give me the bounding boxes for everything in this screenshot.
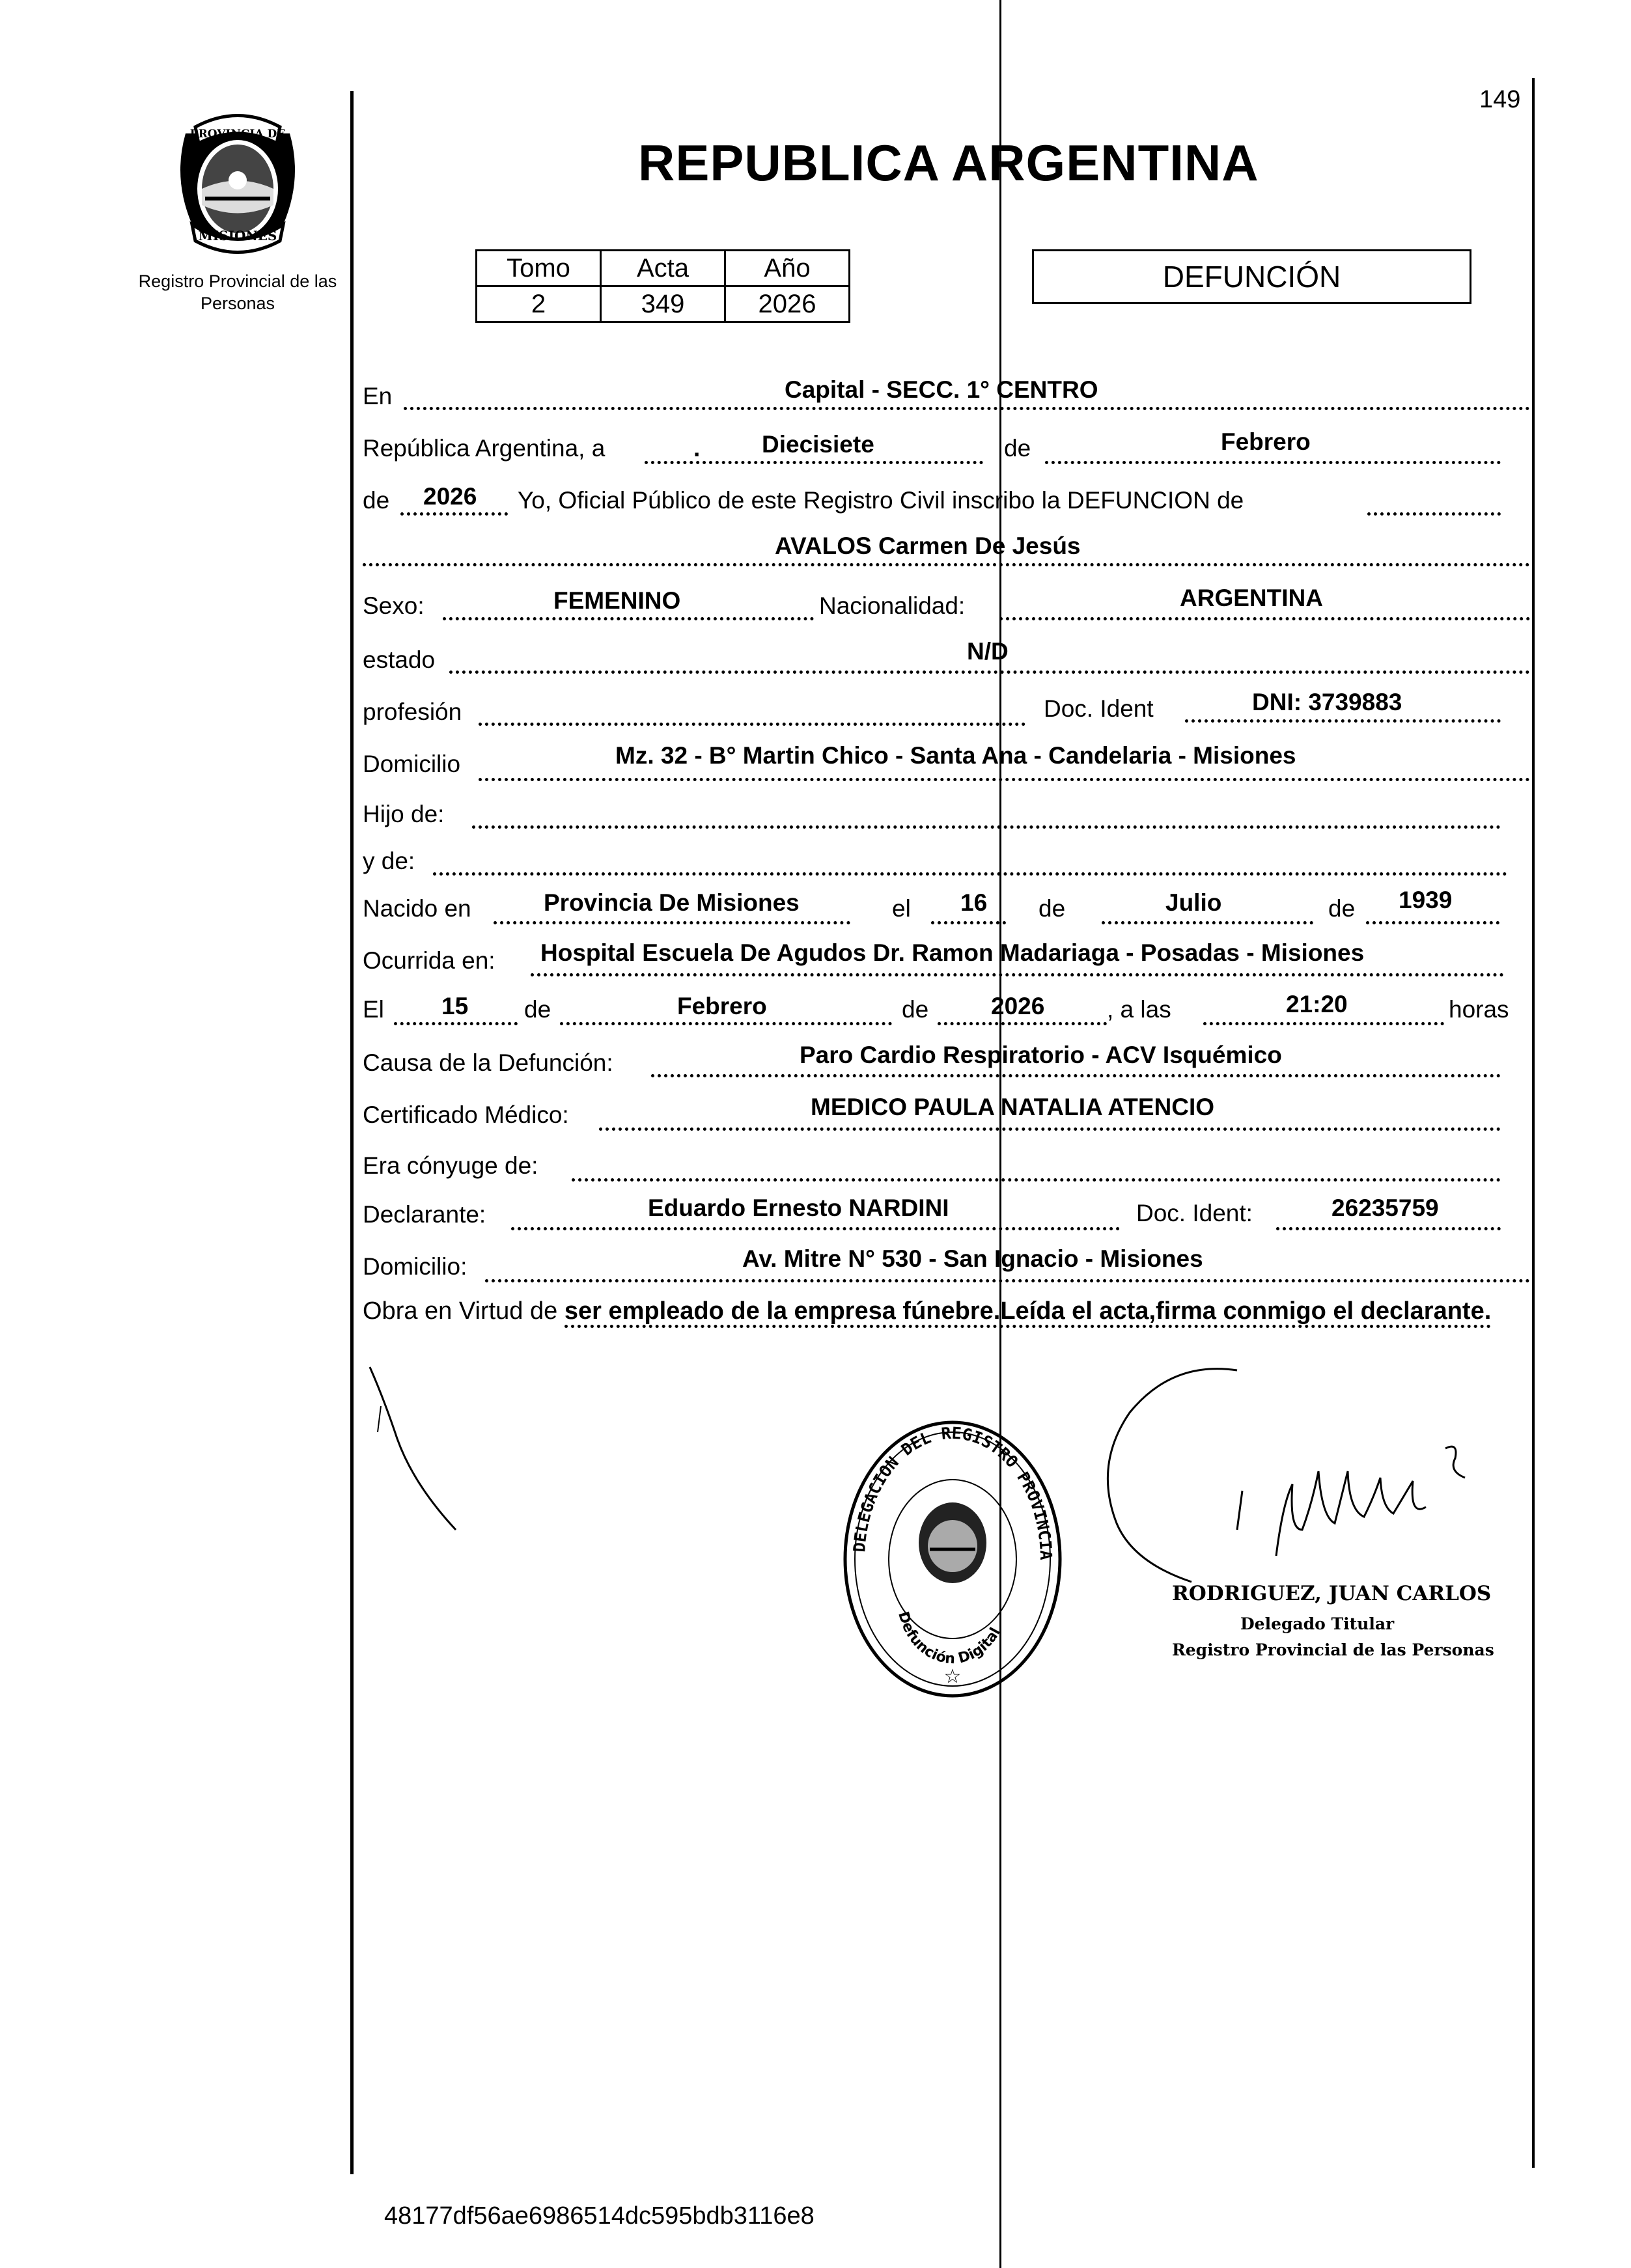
obra-value: ser empleado de la empresa fúnebre.Leída el acta,firma conmigo el declarante.: [565, 1297, 1491, 1328]
domicilio-label: Domicilio: [363, 751, 461, 777]
signatory-role: Delegado Titular: [1240, 1614, 1395, 1633]
anio-value: 2026: [725, 286, 850, 322]
doc-ident2-value: 26235759: [1331, 1195, 1439, 1221]
acta-header: Acta: [601, 251, 725, 286]
profesion-dotted-line: [479, 723, 1025, 726]
doc-ident-dotted-line: [1185, 719, 1501, 723]
domicilio-dotted-line: [479, 778, 1530, 781]
province-coat-of-arms-logo: [166, 107, 309, 257]
mes-dotted-line: [1045, 461, 1501, 464]
certificado-value: MEDICO PAULA NATALIA ATENCIO: [811, 1094, 1215, 1120]
hijo-dotted-line: [472, 825, 1501, 829]
estado-dotted-line: [449, 671, 1530, 674]
deceased-name: AVALOS Carmen De Jesús: [775, 532, 1081, 559]
tomo-header: Tomo: [477, 251, 601, 286]
estado-label: estado: [363, 646, 436, 673]
estado-value: N/D: [967, 638, 1009, 665]
nacido-label: Nacido en: [363, 895, 471, 922]
de-label-2: de: [363, 487, 390, 514]
def-anio-value: 2026: [991, 993, 1045, 1019]
dot-mark: .: [693, 435, 701, 462]
nac-anio-dotted-line: [1366, 921, 1499, 924]
anio-dotted-line: [400, 512, 508, 516]
el-cap-label: El: [363, 996, 384, 1023]
de-label-6: de: [902, 996, 929, 1023]
sexo-dotted-line: [443, 617, 814, 620]
obra-paragraph: [363, 1292, 1528, 1330]
official-stamp: [832, 1416, 1073, 1702]
center-fold-line: [999, 0, 1001, 2268]
republica-label: República Argentina, a: [363, 435, 606, 462]
handwritten-signature: [1068, 1367, 1491, 1588]
causa-dotted-line: [651, 1074, 1501, 1077]
nacido-dotted-line: [494, 921, 850, 924]
tomo-value: 2: [477, 286, 601, 322]
def-mes-value: Febrero: [677, 993, 767, 1019]
hora-value: 21:20: [1286, 991, 1348, 1017]
def-dia-value: 15: [441, 993, 469, 1019]
domicilio2-dotted-line: [485, 1279, 1530, 1282]
domicilio-value: Mz. 32 - B° Martin Chico - Santa Ana - Candelaria - Misiones: [615, 742, 1296, 769]
nac-mes-value: Julio: [1165, 889, 1222, 916]
inscribo-text: Yo, Oficial Público de este Registro Civil inscribo la DEFUNCION de: [518, 487, 1244, 514]
registry-label: Registro Provincial de las Personas: [138, 271, 337, 313]
signatory-name: RODRIGUEZ, JUAN CARLOS: [1172, 1582, 1492, 1605]
record-table-value-row: [477, 286, 850, 322]
svg-text:MISIONES: MISIONES: [198, 228, 277, 243]
declarante-dotted-line: [511, 1227, 1120, 1230]
record-type-box: [1032, 249, 1471, 304]
certificado-label: Certificado Médico:: [363, 1101, 569, 1128]
doc-ident-label: Doc. Ident: [1044, 695, 1154, 722]
de-label-1: de: [1004, 435, 1031, 462]
record-table: [475, 249, 850, 323]
acta-value: 349: [601, 286, 725, 322]
declarante-label: Declarante:: [363, 1201, 486, 1228]
nac-anio-value: 1939: [1399, 887, 1453, 913]
anio-value: 2026: [423, 483, 477, 510]
ocurrida-value: Hospital Escuela De Agudos Dr. Ramon Madariaga - Posadas - Misiones: [540, 939, 1365, 966]
en-value: Capital - SECC. 1° CENTRO: [785, 376, 1098, 403]
nacido-value: Provincia De Misiones: [544, 889, 800, 916]
inscribo-dotted-line: [1367, 512, 1501, 516]
certificado-dotted-line: [599, 1127, 1501, 1131]
yde-label: y de:: [363, 848, 415, 874]
nac-dia-value: 16: [960, 889, 988, 916]
ocurrida-dotted-line: [531, 973, 1504, 976]
svg-text:Defunción Digital: Defunción Digital: [895, 1609, 1004, 1668]
left-margin-line: [350, 91, 354, 2174]
record-type: DEFUNCIÓN: [1162, 260, 1341, 294]
doc-ident2-dotted-line: [1276, 1227, 1501, 1230]
def-mes-dotted-line: [560, 1022, 892, 1025]
nac-mes-dotted-line: [1102, 921, 1313, 924]
nombre-dotted-line: [363, 563, 1530, 566]
ocurrida-label: Ocurrida en:: [363, 947, 495, 974]
en-dotted-line: [404, 407, 1530, 410]
strike-stroke: [365, 1361, 469, 1536]
declarante-value: Eduardo Ernesto NARDINI: [648, 1195, 949, 1221]
de-label-5: de: [524, 996, 551, 1023]
horas-label: horas: [1449, 996, 1509, 1023]
nacionalidad-value: ARGENTINA: [1180, 585, 1323, 611]
svg-text:PROVINCIA DE: PROVINCIA DE: [189, 128, 286, 141]
signatory-org: Registro Provincial de las Personas: [1172, 1640, 1494, 1659]
sexo-label: Sexo:: [363, 592, 425, 619]
nacionalidad-label: Nacionalidad:: [819, 592, 966, 619]
de-label-4: de: [1328, 895, 1356, 922]
def-dia-dotted-line: [394, 1022, 518, 1025]
obra-label: Obra en Virtud de: [363, 1297, 558, 1325]
page-number: 149: [1479, 86, 1521, 113]
def-anio-dotted-line: [938, 1022, 1107, 1025]
alas-label: , a las: [1107, 996, 1171, 1023]
anio-header: Año: [725, 251, 850, 286]
conyuge-label: Era cónyuge de:: [363, 1152, 538, 1179]
doc-ident-value: DNI: 3739883: [1252, 689, 1402, 715]
causa-value: Paro Cardio Respiratorio - ACV Isquémico: [800, 1042, 1282, 1068]
domicilio2-value: Av. Mitre N° 530 - San Ignacio - Misiones: [742, 1245, 1203, 1272]
right-margin-line: [1532, 78, 1535, 2168]
hora-dotted-line: [1203, 1022, 1444, 1025]
el-label: el: [892, 895, 911, 922]
conyuge-dotted-line: [572, 1178, 1501, 1182]
svg-text:☆: ☆: [943, 1665, 962, 1688]
causa-label: Causa de la Defunción:: [363, 1049, 613, 1076]
profesion-label: profesión: [363, 698, 462, 725]
nacionalidad-dotted-line: [999, 617, 1530, 620]
hijo-label: Hijo de:: [363, 801, 445, 827]
page-title: REPUBLICA ARGENTINA: [638, 134, 1259, 191]
nac-dia-dotted-line: [931, 921, 1006, 924]
record-table-header-row: [477, 251, 850, 286]
mes-value: Febrero: [1221, 428, 1311, 455]
dia-value: Diecisiete: [762, 431, 874, 458]
domicilio2-label: Domicilio:: [363, 1253, 467, 1280]
doc-ident2-label: Doc. Ident:: [1136, 1200, 1253, 1226]
de-label-3: de: [1039, 895, 1066, 922]
svg-text:DELEGACION DEL REGISTRO PROVIN: DELEGACION DEL REGISTRO PROVINCIA: [850, 1423, 1056, 1560]
en-label: En: [363, 383, 393, 409]
sexo-value: FEMENINO: [553, 587, 681, 614]
yde-dotted-line: [433, 872, 1507, 876]
document-hash: 48177df56ae6986514dc595bdb3116e8: [384, 2202, 815, 2230]
